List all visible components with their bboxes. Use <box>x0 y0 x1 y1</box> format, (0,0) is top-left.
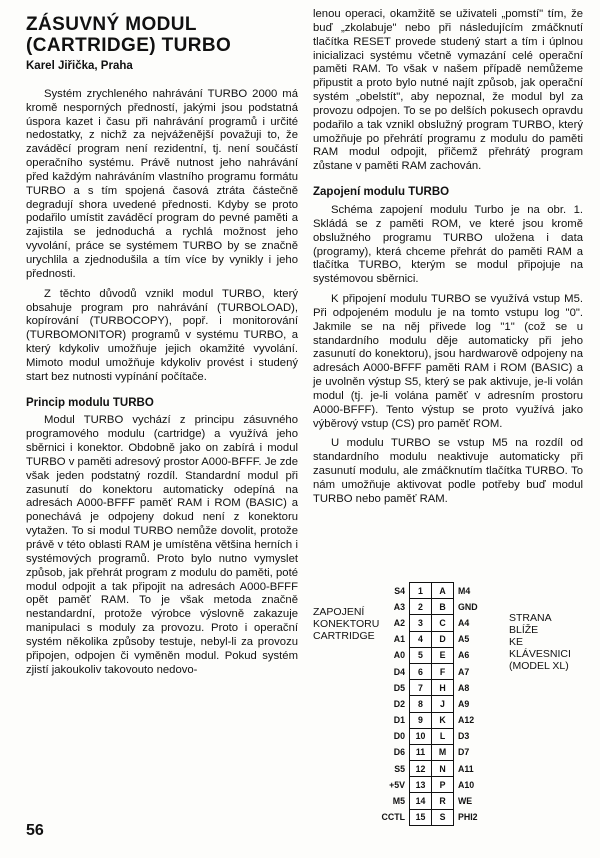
connector-left-label <box>313 606 379 642</box>
pin-row <box>377 583 492 599</box>
pin-letter: E <box>432 647 454 663</box>
pin-number: 11 <box>410 744 432 760</box>
paragraph-turbo-button: U modulu TURBO se vstup M5 na rozdíl od standardního modulu neaktivuje automaticky při zasunutí modulu, ale zmáčknutím tlačítka TURBO. To nám umožňuje aktivovat podle potřeby buď modul TURBO nebo paměť RAM. <box>313 437 583 505</box>
pin-number: 6 <box>410 663 432 679</box>
pin-right-signal: A7 <box>458 666 470 677</box>
pin-left-signal: D1 <box>393 715 405 726</box>
page-number: 56 <box>26 822 44 839</box>
section-heading-zapojeni: Zapojení modulu TURBO <box>313 186 450 199</box>
title-line-1: ZÁSUVNÝ MODUL <box>26 14 197 35</box>
pin-number: 4 <box>410 631 432 647</box>
pin-right-signal: A4 <box>458 617 470 628</box>
pin-letter: D <box>432 631 454 647</box>
pin-number: 1 <box>410 583 432 599</box>
pin-row <box>377 744 492 760</box>
intro-paragraph: Systém zrychleného nahrávání TURBO 2000 má kromě nesporných předností, jakými jsou podstatná úspora kazet i času při nahrávání programů i určité nedostatky, z nichž za nejváženější považuji to, že zaváděcí program není rezidentní, tj. není součástí operačního systému. Právě nutnost jeho nahrávání před každým nahráváním vlastního programu formátu TURBO a s tím spojená časová ztráta částečně degradují shora uvedené přednosti. Kdyby se proto podařilo umístit zaváděcí program do pevné paměti a zajistila se jednoduchá a rychlá možnost jeho vyvolání, práce se systémem TURBO by se značně urychlila a zjednodušila a tím více by vynikly i jeho přednosti. <box>26 87 298 280</box>
pin-row <box>377 761 492 777</box>
connector-right-label <box>509 612 571 672</box>
section-heading-princip: Princip modulu TURBO <box>26 396 154 409</box>
pin-left-signal: A3 <box>393 601 405 612</box>
pin-number: 13 <box>410 777 432 793</box>
pin-row <box>377 809 492 825</box>
pin-letter: S <box>432 809 454 825</box>
pin-letter: N <box>432 761 454 777</box>
pin-left-signal: D2 <box>393 698 405 709</box>
pin-table <box>377 582 492 826</box>
author-byline: Karel Jiřička, Praha <box>26 60 133 72</box>
label-line: CARTRIDGE <box>313 630 375 642</box>
pin-number: 5 <box>410 647 432 663</box>
pin-letter: F <box>432 663 454 679</box>
pin-number: 15 <box>410 809 432 825</box>
pin-row <box>377 631 492 647</box>
pin-number: 2 <box>410 599 432 615</box>
pin-row <box>377 728 492 744</box>
pin-right-signal: A6 <box>458 650 470 661</box>
pin-letter: J <box>432 696 454 712</box>
pin-letter: R <box>432 793 454 809</box>
paragraph-princip: Modul TURBO vychází z principu zásuvného programového modulu (cartridge) a využívá jeho sběrnici i konektor. Obdobně jako on zabírá i modul TURBO v paměti adresový prostor A000-BFFF. Je zde však jeden podstatný rozdíl. Standardní modul při zasunutí do konektoru automaticky odepíná na adresách A000-BFFF paměť RAM i ROM (BASIC) a ponechává je odpojeny dokud není z konektoru vytažen. To si modul TURBO nemůže dovolit, protože právě v této oblasti RAM je umístěna většina herních i systémových programů. Proto bylo nutno vymyslet způsob, jak přehrát program z modulu do paměti, poté modul odpojit a tak připojit na adresách A000-BFFF opět paměť RAM. To je však metoda značně nestandardní, protože výrobce výslovně zakazuje manipulaci s moduly za provozu. Proto i operační systém několika způsoby testuje, nebyl-li za provozu připojen, odpojen či vyměněn modul. Pokud systém zjistí jakoukoliv takovouto nedovo- <box>26 414 298 676</box>
pin-row <box>377 680 492 696</box>
pin-right-signal: D7 <box>458 747 470 758</box>
left-column <box>26 14 298 683</box>
label-line: KLÁVESNICI <box>509 648 571 660</box>
pin-letter: B <box>432 599 454 615</box>
pin-number: 9 <box>410 712 432 728</box>
paragraph-continuation: lenou operaci, okamžitě se uživateli „pomstí" tím, že buď „zkolabuje" nebo při následujícím zmáčknutí tlačítka RESET provede studený start a tím i úplnou inicializaci systému včetně vymazání celé operační paměti RAM. To však v našem případě nemůžeme připustit a proto bylo nutné najít způsob, jak operační systém „obelstít", aby nepoznal, že modul byl za provozu odpojen. To se po delších pokusech opravdu podařilo a tak vznikl obslužný program TURBO, který umožňuje po přehrátí programu z modulu do paměti RAM modul odpojit, přičemž přehrátý program zůstane v paměti RAM zachován. <box>313 8 583 173</box>
pin-row <box>377 793 492 809</box>
pin-left-signal: +5V <box>389 779 405 790</box>
pin-letter: M <box>432 744 454 760</box>
pin-right-signal: PHI2 <box>458 812 478 823</box>
pin-right-signal: D3 <box>458 731 470 742</box>
pin-number: 7 <box>410 680 432 696</box>
pin-left-signal: D4 <box>393 666 405 677</box>
pin-right-signal: A11 <box>458 763 474 774</box>
pin-row <box>377 696 492 712</box>
pin-right-signal: A8 <box>458 682 470 693</box>
label-line: BLÍŽE <box>509 624 539 636</box>
right-column <box>313 8 583 513</box>
pin-row <box>377 599 492 615</box>
title-line-2: (CARTRIDGE) TURBO <box>26 35 232 56</box>
pin-number: 12 <box>410 761 432 777</box>
pin-letter: P <box>432 777 454 793</box>
pin-left-signal: A1 <box>393 634 405 645</box>
paragraph-m5: K připojení modulu TURBO se využívá vstup M5. Při odpojeném modulu je na tomto vstupu log "0". Jakmile se na něj přivede log "1" (což se u standardního modulu děje automaticky při jeho zasunutí do konektoru), jsou hardwarově odpojeny na adresách A000-BFFF paměti RAM i ROM (BASIC) a je uvolněn výstup S5, který se pak aktivuje, je-li volán modul (tj. je-li volána paměť v adresním prostoru A000-BFFF). Tento výstup se proto využívá jako výběrový vstup (CS) pro paměť ROM. <box>313 293 583 430</box>
pin-row <box>377 777 492 793</box>
pin-row <box>377 615 492 631</box>
pin-left-signal: CCTL <box>381 812 405 823</box>
pin-row <box>377 663 492 679</box>
pin-right-signal: M4 <box>458 585 471 596</box>
label-line: ZAPOJENÍ <box>313 606 365 618</box>
label-line: KONEKTORU <box>313 618 380 630</box>
pin-right-signal: A12 <box>458 715 475 726</box>
pin-number: 8 <box>410 696 432 712</box>
pin-right-signal: A9 <box>458 698 470 709</box>
pin-right-signal: GND <box>458 601 478 612</box>
pin-letter: L <box>432 728 454 744</box>
pin-left-signal: A0 <box>393 650 405 661</box>
paragraph-schema: Schéma zapojení modulu Turbo je na obr. 1. Skládá se z paměti ROM, ve které jsou kromě obslužného programu TURBO uložena i data (programy), která chceme přehrát do paměti RAM a tlačítka TURBO, kterým se modul připojuje na systémovou sběrnici. <box>313 203 583 286</box>
pin-letter: A <box>432 583 454 599</box>
pin-right-signal: WE <box>458 796 473 807</box>
pin-left-signal: S5 <box>394 763 405 774</box>
pin-left-signal: D5 <box>393 682 405 693</box>
label-line: KE <box>509 636 524 648</box>
pin-left-signal: A2 <box>393 617 405 628</box>
pin-letter: C <box>432 615 454 631</box>
pin-row <box>377 712 492 728</box>
paragraph-modul-vznik: Z těchto důvodů vznikl modul TURBO, který obsahuje program pro nahrávání (TURBOLOAD), kopírování (TURBOCOPY), popř. i monitorování (TURBOMONITOR) programů v systému TURBO, a který kdykoliv umožňuje jejich okamžité vyvolání. Mimoto modul umožňuje kdykoliv provést i studený start bez nutnosti vypínání počítače. <box>26 287 298 383</box>
pin-number: 10 <box>410 728 432 744</box>
article-title <box>26 14 298 56</box>
pin-left-signal: M5 <box>392 796 405 807</box>
pin-letter: H <box>432 680 454 696</box>
pin-letter: K <box>432 712 454 728</box>
label-line: (MODEL XL) <box>509 660 569 672</box>
label-line: STRANA <box>509 612 552 624</box>
pin-right-signal: A5 <box>458 634 470 645</box>
connector-pinout-diagram <box>313 582 583 823</box>
pin-left-signal: S4 <box>394 585 405 596</box>
pin-number: 14 <box>410 793 432 809</box>
pin-right-signal: A10 <box>458 779 475 790</box>
pin-left-signal: D0 <box>393 731 405 742</box>
pin-row <box>377 647 492 663</box>
pin-number: 3 <box>410 615 432 631</box>
pin-left-signal: D6 <box>393 747 405 758</box>
